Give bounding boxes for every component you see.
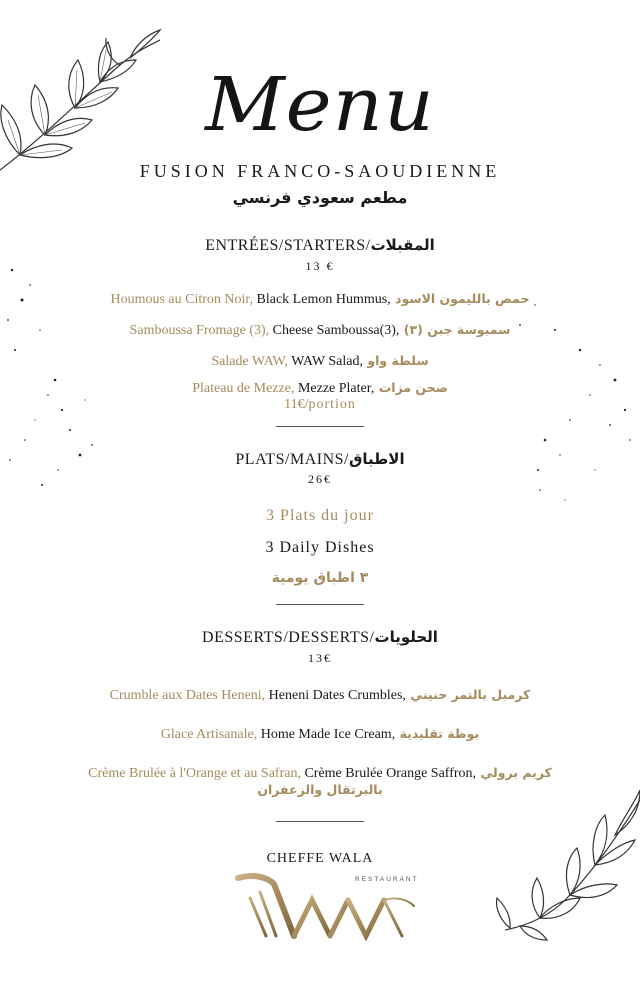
mains-line-ar: ٣ اطباق يومية [271,570,369,586]
desserts-title: DESSERTS/DESSERTS/ [202,629,375,646]
mains-title-arabic: الاطباق [348,450,405,468]
mains-heading [0,450,640,469]
section-divider [276,604,364,605]
menu-subtitle-arabic: مطعم سعودي فرنسي [232,188,408,207]
item-fr: Glace Artisanale, [160,727,258,742]
starters-title: ENTRÉES/STARTERS/ [205,237,371,254]
starters-price: 13 € [305,259,335,273]
item-ar: سمبوسة جبن (٣) [399,322,511,337]
mains-price: 26€ [308,472,332,486]
item-en: Heneni Dates Crumbles, [265,688,406,703]
waw-logo [232,870,417,942]
item-ar: كرمبل بالتمر حنيني [405,687,531,702]
item-en: Mezze Plater, [294,381,375,396]
item-fr: Salade WAW, [211,354,288,369]
menu-subtitle: FUSION FRANCO-SAOUDIENNE [139,161,501,181]
item-fr: Plateau de Mezze, [192,381,295,396]
item-en: WAW Salad, [288,354,363,369]
desserts-heading [0,628,640,647]
section-divider [276,821,364,822]
restaurant-label: RESTAURANT [355,876,419,883]
starter-item [0,291,640,308]
chef-name: CHEFFE WALA [266,851,374,866]
item-ar-line2: بالبرتقال والزعفران [257,782,383,797]
item-fr: Crumble aux Dates Heneni, [109,688,266,703]
starter-item [0,380,640,413]
mains-title: PLATS/MAINS/ [235,451,349,468]
item-ar: صحن مزات [374,380,448,395]
item-en: Home Made Ice Cream, [257,727,396,742]
item-fr: Crème Brulée à l'Orange et au Safran, [88,766,301,781]
dessert-item [0,726,640,743]
dessert-item [0,765,640,799]
starter-item [0,353,640,370]
item-fr: Houmous au Citron Noir, [110,292,254,307]
mains-line-en: 3 Daily Dishes [265,539,375,556]
item-en: Crème Brulée Orange Saffron, [300,766,477,781]
item-en: Black Lemon Hummus, [253,292,391,307]
desserts-title-arabic: الحلويات [374,628,438,646]
starters-title-arabic: المقبلات [370,236,435,254]
item-ar: بوظة تقليدية [395,726,480,741]
item-ar: سلطة واو [362,353,429,368]
item-ar: كريم برولي [476,765,552,780]
dessert-item [0,687,640,704]
mains-line-fr: 3 Plats du jour [266,507,374,524]
starter-item [0,322,640,339]
item-ar: حمص بالليمون الاسود [390,291,530,306]
item-fr: Samboussa Fromage (3), [129,323,270,338]
item-extra-price: 11€/portion [284,397,356,412]
item-en: Cheese Samboussa(3), [269,323,400,338]
starters-heading [0,236,640,255]
menu-title: Menu [205,62,435,148]
desserts-price: 13€ [308,651,332,665]
section-divider [276,426,364,427]
